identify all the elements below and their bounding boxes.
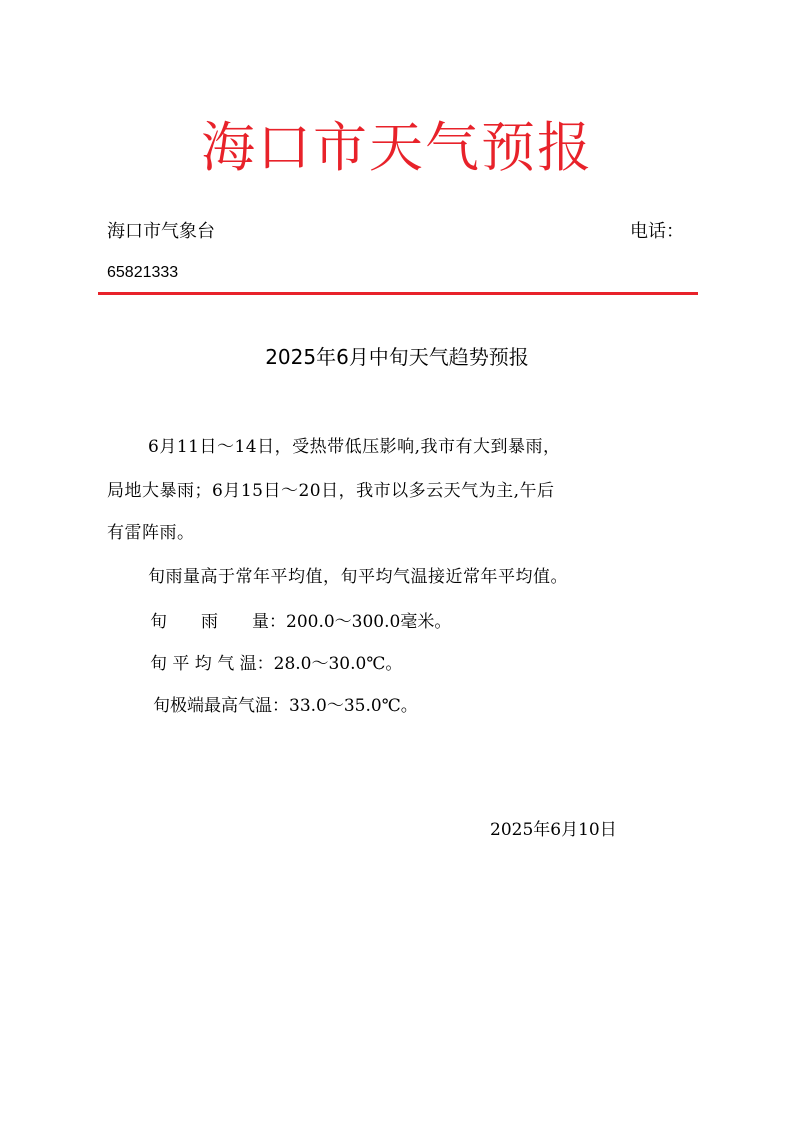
rainfall-stat bbox=[150, 611, 451, 634]
max-temp-stat bbox=[153, 695, 418, 718]
avg-temp-value: 28.0～30.0℃。 bbox=[273, 654, 403, 674]
paragraph-line-3: 有雷阵雨。 bbox=[107, 523, 195, 543]
issuer-name: 海口市气象台 bbox=[107, 221, 215, 242]
avg-temp-stat bbox=[150, 653, 402, 676]
rainfall-value: 200.0～300.0毫米。 bbox=[286, 612, 452, 632]
forecast-title: 2025年6月中旬天气趋势预报 bbox=[265, 345, 529, 369]
avg-temp-label: 旬 平 均 气 温： bbox=[150, 654, 274, 674]
summary-line: 旬雨量高于常年平均值，旬平均气温接近常年平均值。 bbox=[148, 567, 568, 587]
max-temp-value: 33.0～35.0℃。 bbox=[289, 696, 418, 716]
rainfall-label: 旬 雨 量： bbox=[150, 612, 286, 632]
paragraph-line-1: 6月11日～14日，受热带低压影响,我市有大到暴雨， bbox=[148, 437, 561, 457]
header-divider bbox=[98, 292, 698, 295]
max-temp-label: 旬极端最高气温： bbox=[153, 696, 289, 716]
phone-label: 电话： bbox=[630, 221, 684, 242]
issue-date: 2025年6月10日 bbox=[490, 820, 617, 840]
page-title: 海口市天气预报 bbox=[201, 116, 593, 179]
phone-number: 65821333 bbox=[107, 264, 179, 281]
paragraph-line-2: 局地大暴雨；6月15日～20日，我市以多云天气为主,午后 bbox=[107, 481, 555, 501]
